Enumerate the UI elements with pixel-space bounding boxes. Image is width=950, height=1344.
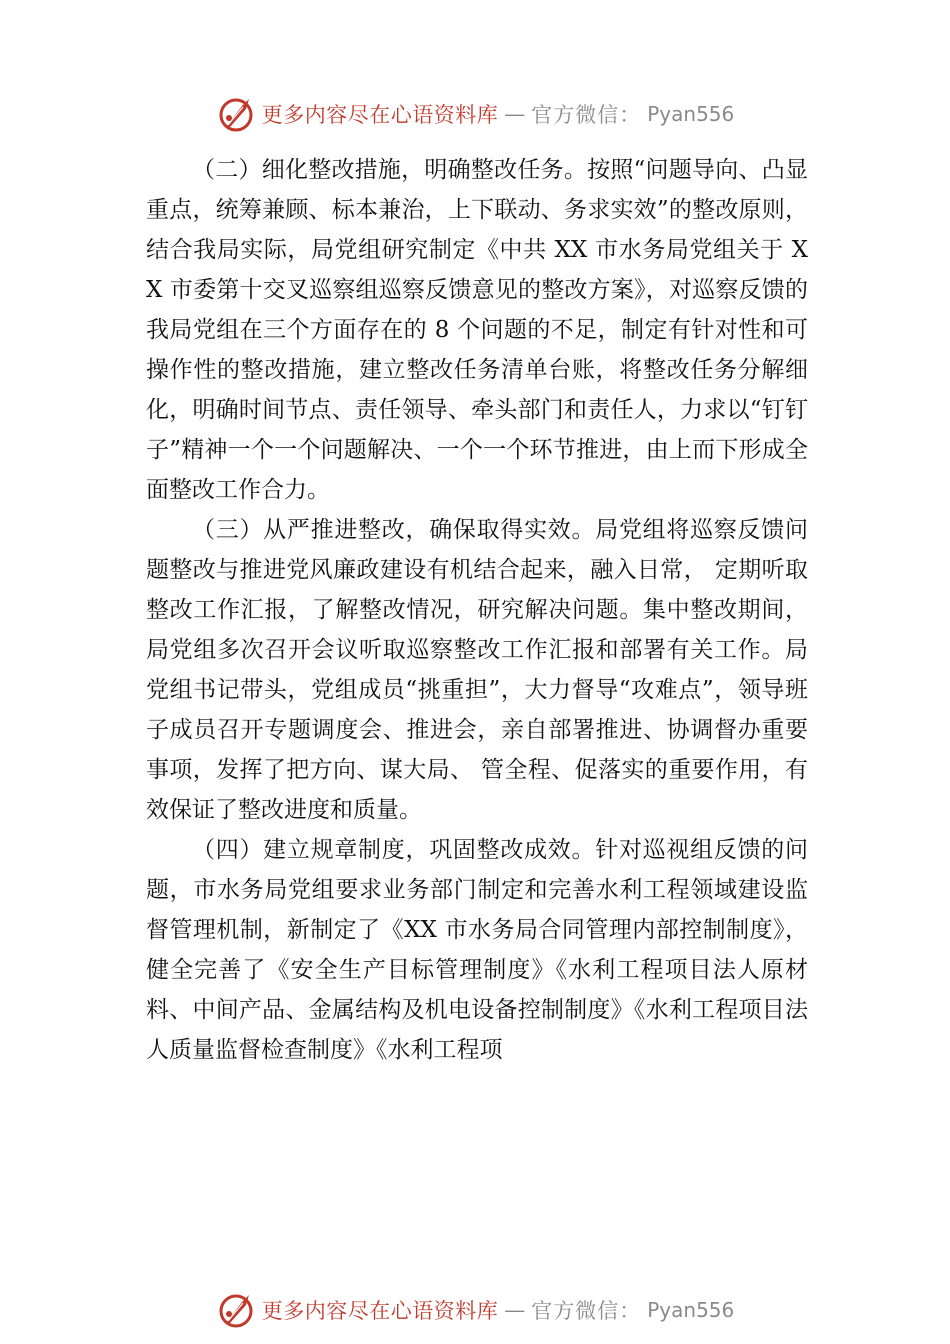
wechat-id: Pyan556: [647, 102, 735, 126]
quill-pen-logo-icon: [216, 1290, 256, 1330]
paragraph-four: （四）建立规章制度，巩固整改成效。针对巡视组反馈的问题，市水务局党组要求业务部门制定和完善水利工程领域建设监督管理机制，新制定了《XX 市水务局合同管理内部控制制度》，健全完善了《安全生产目标管理制度》《水利工程项目法人原材料、中间产品、金属结构及机电设备控制制度》《水利工程项目法人质量监督检查制度》《水利工程项: [146, 837, 808, 1063]
banner-separator: —: [504, 102, 526, 126]
wechat-label: 官方微信：: [531, 1299, 642, 1323]
promo-text: 更多内容尽在心语资料库: [261, 1299, 499, 1323]
header-banner: [0, 94, 950, 134]
document-body: [146, 150, 808, 1070]
footer-banner: [0, 1290, 950, 1330]
banner-separator: —: [504, 1298, 526, 1322]
quill-pen-logo-icon: [216, 94, 256, 134]
paragraph-three: （三）从严推进整改，确保取得实效。局党组将巡察反馈问题整改与推进党风廉政建设有机结合起来，融入日常， 定期听取整改工作汇报，了解整改情况，研究解决问题。集中整改期间，局党组多次召开会议听取巡察整改工作汇报和部署有关工作。局党组书记带头，党组成员“挑重担”，大力督导“攻难点”，领导班子成员召开专题调度会、推进会，亲自部署推进、协调督办重要事项，发挥了把方向、谋大局、 管全程、促落实的重要作用，有效保证了整改进度和质量。: [146, 517, 808, 823]
wechat-id: Pyan556: [647, 1298, 735, 1322]
promo-text: 更多内容尽在心语资料库: [261, 103, 499, 127]
paragraph-two: （二）细化整改措施，明确整改任务。按照“问题导向、凸显重点，统筹兼顾、标本兼治，上下联动、务求实效”的整改原则，结合我局实际，局党组研究制定《中共 XX 市水务局党组关于 XX 市委第十交叉巡察组巡察反馈意见的整改方案》，对巡察反馈的我局党组在三个方面存在的 8 个问题的不足，制定有针对性和可操作性的整改措施，建立整改任务清单台账，将整改任务分解细化，明确时间节点、责任领导、牵头部门和责任人，力求以“钉钉子”精神一个一个问题解决、一个一个环节推进，由上而下形成全面整改工作合力。: [146, 157, 808, 503]
wechat-label: 官方微信：: [531, 103, 642, 127]
